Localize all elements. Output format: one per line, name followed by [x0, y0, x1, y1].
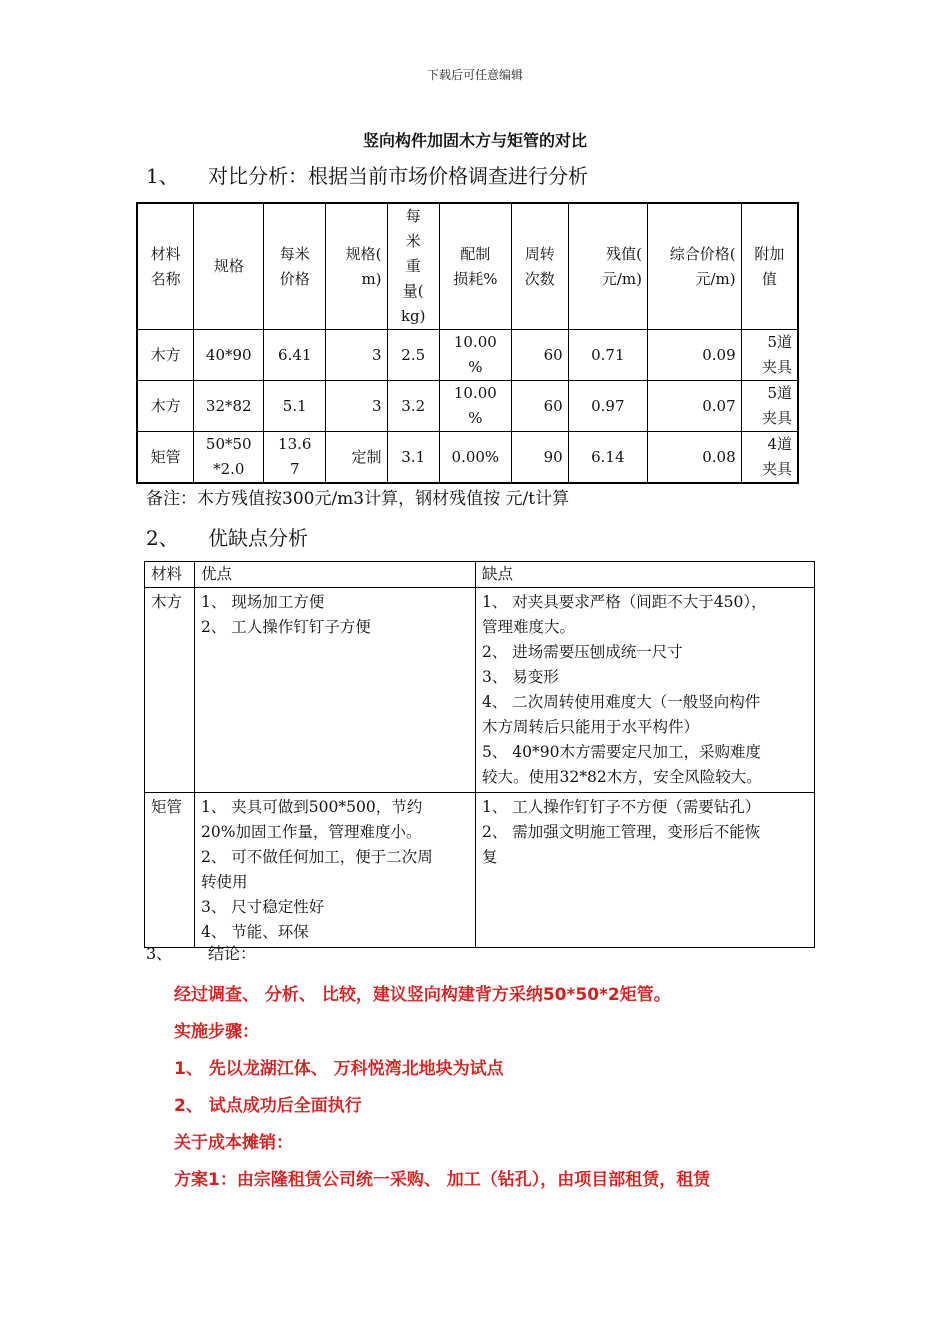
step-2: 2、 试点成功后全面执行 [174, 1096, 362, 1116]
table-cell [387, 381, 439, 432]
table-cell [511, 330, 568, 381]
header-cell [264, 203, 326, 330]
section-1-heading [146, 160, 588, 189]
cell-text: 60 [543, 396, 563, 415]
table-header-row [137, 203, 798, 330]
cell-text: 值 [761, 269, 777, 288]
con-item: 2、 进场需要压刨成统一尺寸 [482, 643, 683, 661]
cell-text: 0.09 [702, 345, 736, 364]
table-cell [568, 330, 647, 381]
table-cell [137, 381, 194, 432]
table-cell [194, 330, 264, 381]
table-cell [741, 381, 798, 432]
cell-text: 5.1 [282, 396, 307, 415]
table-cell [647, 381, 741, 432]
section-1-number: 1、 [146, 164, 179, 188]
pro-item: 4、 节能、环保 [201, 923, 309, 941]
cell-text: 夹具 [761, 409, 792, 427]
cell-text: 矩管 [150, 447, 181, 466]
pro-item: 1、 现场加工方便 [201, 593, 325, 611]
table-cell [741, 330, 798, 381]
table-cell [137, 432, 194, 484]
material-cell: 木方 [145, 588, 195, 793]
remark-note: 备注：木方残值按300元/m3计算，钢材残值按 元/t计算 [146, 489, 570, 509]
con-item: 4、 二次周转使用难度大（一般竖向构件 [482, 693, 761, 711]
con-item: 2、 需加强文明施工管理，变形后不能恢 [482, 823, 761, 841]
cell-text: % [468, 409, 483, 427]
cell-text: 重 [405, 257, 421, 275]
steps-heading: 实施步骤： [174, 1022, 259, 1042]
table-cell [264, 432, 326, 484]
cell-text: 10.00 [453, 333, 497, 351]
section-3-title: 结论： [208, 944, 257, 963]
cell-text: 次数 [524, 269, 555, 288]
cell-text: 3.1 [401, 447, 426, 466]
table-cell [439, 330, 511, 381]
cell-text: 0.97 [591, 396, 625, 415]
header-cell [647, 203, 741, 330]
cell-text: 木方 [150, 345, 181, 364]
cell-text: 元/m) [601, 269, 642, 288]
cell-text: % [468, 358, 483, 376]
con-item: 木方周转后只能用于水平构件） [482, 718, 700, 736]
table-cell [568, 432, 647, 484]
table-cell [439, 381, 511, 432]
pro-item: 2、 可不做任何加工，便于二次周 [201, 848, 433, 866]
cell-text: 5道 [767, 384, 792, 402]
cell-text: kg) [400, 307, 426, 325]
cell-text: 周转 [524, 244, 555, 263]
cell-text: 3 [371, 345, 382, 364]
plan-1-text: 方案1：由宗隆租赁公司统一采购、 加工（钻孔），由项目部租赁，租赁 [174, 1170, 711, 1190]
cell-text: 7 [289, 460, 300, 478]
cell-text: 3 [371, 396, 382, 415]
table-cell [647, 330, 741, 381]
table-cell [194, 381, 264, 432]
cell-text: 配制 [460, 244, 491, 263]
pros-cons-table [144, 561, 815, 948]
table-cell [568, 381, 647, 432]
cell-text: 5道 [767, 333, 792, 351]
pro-item: 1、 夹具可做到500*500，节约 [201, 798, 423, 816]
section-1-title: 对比分析：根据当前市场价格调查进行分析 [208, 164, 588, 188]
header-cell [511, 203, 568, 330]
material-cell: 矩管 [145, 793, 195, 948]
table-cell [741, 432, 798, 484]
cell-text: 每 [405, 207, 421, 225]
cell-text: 价格 [279, 269, 310, 288]
con-item: 较大。使用32*82木方，安全风险较大。 [482, 768, 762, 786]
table-cell [439, 432, 511, 484]
table-row [145, 793, 815, 948]
step-1: 1、 先以龙湖江体、 万科悦湾北地块为试点 [174, 1059, 504, 1079]
cell-text: 0.71 [591, 345, 625, 364]
cell-text: 量( [402, 282, 424, 300]
cell-text: 规格( [345, 244, 382, 263]
document-title: 竖向构件加固木方与矩管的对比 [362, 131, 587, 150]
cell-text: 木方 [150, 396, 181, 415]
cost-heading: 关于成本摊销： [174, 1133, 293, 1153]
table-cell [387, 330, 439, 381]
header-note: 下载后可任意编辑 [426, 68, 523, 82]
section-3-heading [146, 941, 256, 964]
section-2-number: 2、 [146, 526, 179, 550]
table-header-row [145, 562, 815, 588]
cell-text: 13.6 [278, 435, 312, 453]
cell-text: 90 [543, 447, 563, 466]
pro-item: 3、 尺寸稳定性好 [201, 898, 325, 916]
con-item: 1、 工人操作钉钉子不方便（需要钻孔） [482, 798, 761, 816]
table-row [137, 432, 798, 484]
cell-text: 残值( [606, 244, 642, 263]
table-cell [511, 381, 568, 432]
cell-text: 材料 [150, 244, 181, 263]
section-2-heading [146, 522, 308, 551]
cell-text: 32*82 [205, 396, 252, 415]
con-item: 5、 40*90木方需要定尺加工，采购难度 [482, 743, 761, 761]
conclusion-text: 经过调查、 分析、 比较，建议竖向构建背方采纳50*50*2矩管。 [174, 985, 671, 1005]
cell-text: 夹具 [761, 358, 792, 376]
cell-text: 6.14 [591, 447, 625, 466]
con-item: 1、 对夹具要求严格（间距不大于450）， [482, 593, 767, 611]
table-cell [387, 432, 439, 484]
cell-text: 0.08 [702, 447, 736, 466]
pro-item: 转使用 [201, 873, 248, 891]
cons-cell [476, 793, 815, 948]
cell-text: 名称 [150, 269, 181, 288]
header-cell [137, 203, 194, 330]
table-cell [264, 330, 326, 381]
header-cell [439, 203, 511, 330]
header-cell-cons: 缺点 [476, 562, 815, 588]
table-cell [137, 330, 194, 381]
cell-text: 10.00 [453, 384, 497, 402]
cell-text: 米 [405, 232, 421, 250]
cell-text: 4道 [767, 435, 792, 453]
table-cell [326, 381, 387, 432]
table-cell [326, 432, 387, 484]
cell-text: 2.5 [401, 345, 426, 364]
cell-text: m) [361, 269, 382, 288]
pro-item: 20%加固工作量，管理难度小。 [201, 823, 422, 841]
cell-text: 0.07 [702, 396, 736, 415]
table-row [137, 381, 798, 432]
table-cell [511, 432, 568, 484]
price-comparison-table [136, 202, 799, 484]
header-cell-material: 材料 [145, 562, 195, 588]
section-2-title: 优缺点分析 [208, 526, 308, 550]
cell-text: 50*50 [205, 435, 252, 453]
table-cell [264, 381, 326, 432]
con-item: 3、 易变形 [482, 668, 559, 686]
cell-text: 60 [543, 345, 563, 364]
cell-text: 规格 [213, 257, 244, 275]
cell-text: *2.0 [213, 460, 245, 478]
pros-cell [195, 793, 476, 948]
con-item: 复 [482, 848, 498, 866]
table-row [137, 330, 798, 381]
table-row [145, 588, 815, 793]
pro-item: 2、 工人操作钉钉子方便 [201, 618, 371, 636]
cell-text: 定制 [351, 447, 382, 466]
cell-text: 夹具 [761, 460, 792, 478]
table-cell [326, 330, 387, 381]
table-cell [647, 432, 741, 484]
header-cell [741, 203, 798, 330]
header-cell [568, 203, 647, 330]
header-cell-pros: 优点 [195, 562, 476, 588]
cell-text: 损耗% [453, 269, 498, 288]
cell-text: 40*90 [205, 345, 252, 364]
cell-text: 每米 [279, 244, 310, 263]
con-item: 管理难度大。 [482, 618, 576, 636]
pros-cell [195, 588, 476, 793]
cell-text: 综合价格( [669, 244, 736, 263]
header-cell [387, 203, 439, 330]
cell-text: 3.2 [401, 396, 426, 415]
cell-text: 6.41 [278, 345, 312, 364]
header-cell [326, 203, 387, 330]
cell-text: 元/m) [695, 269, 736, 288]
cons-cell [476, 588, 815, 793]
table-cell [194, 432, 264, 484]
header-cell [194, 203, 264, 330]
section-3-number: 3、 [146, 944, 173, 963]
cell-text: 附加 [754, 244, 785, 263]
cell-text: 0.00% [451, 447, 500, 466]
